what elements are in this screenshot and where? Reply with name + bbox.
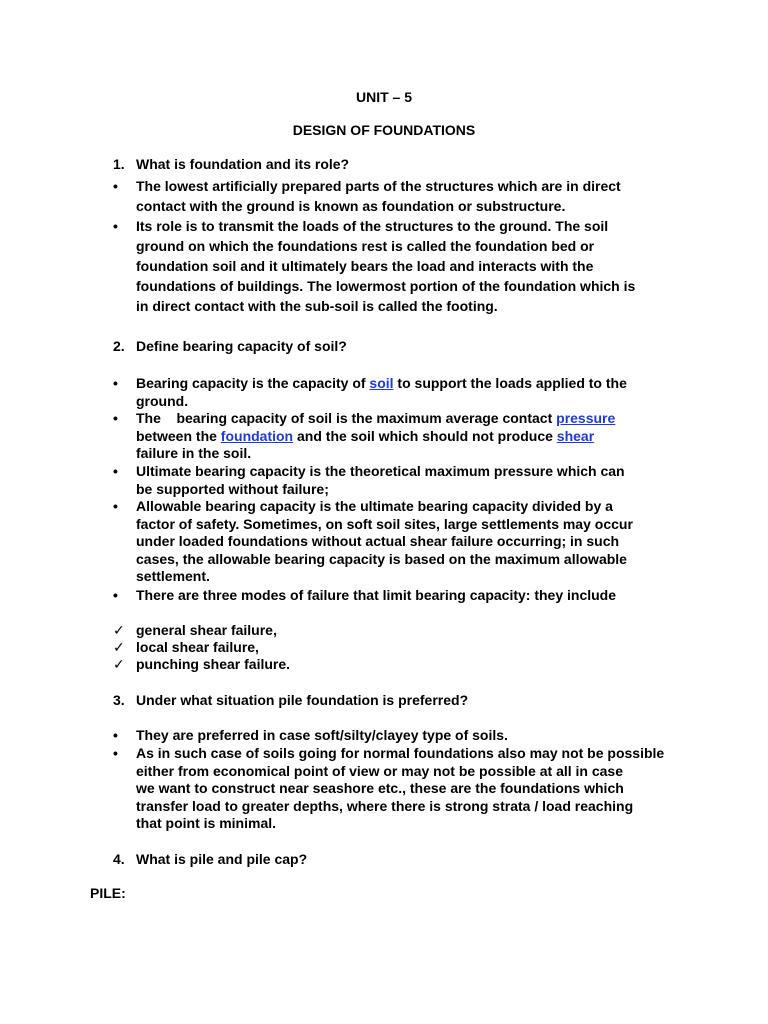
- q2-bullet-3: [113, 463, 673, 498]
- bullet-text: The bearing capacity of soil is the maximum average contact: [136, 410, 557, 426]
- check-item: punching shear failure.: [136, 656, 291, 672]
- q2-check-3: [113, 656, 673, 674]
- bullet-line: we want to construct near seashore etc., these are the foundations which: [136, 780, 624, 796]
- document-title: DESIGN OF FOUNDATIONS: [292, 122, 476, 138]
- question-4: [113, 850, 673, 868]
- bullet-line: Ultimate bearing capacity is the theoretical maximum pressure which can: [136, 463, 625, 479]
- question-text: Under what situation pile foundation is preferred?: [136, 692, 469, 708]
- bullet-line: There are three modes of failure that limit bearing capacity: they include: [136, 587, 617, 603]
- question-number: 1.: [113, 156, 125, 172]
- q2-bullet-4: [113, 498, 673, 586]
- bullet-icon: •: [113, 178, 118, 194]
- bullet-icon: •: [113, 587, 118, 603]
- bullet-line: The lowest artificially prepared parts of the structures which are in direct: [136, 178, 621, 194]
- question-number: 3.: [113, 692, 125, 708]
- question-text: What is foundation and its role?: [136, 156, 350, 172]
- check-item: general shear failure,: [136, 622, 277, 638]
- question-1: [113, 155, 673, 173]
- bullet-icon: •: [113, 727, 118, 743]
- soil-link[interactable]: soil: [369, 375, 394, 391]
- checkmark-icon: ✓: [113, 622, 125, 638]
- question-text: What is pile and pile cap?: [136, 851, 308, 867]
- bullet-line: They are preferred in case soft/silty/clayey type of soils.: [136, 727, 508, 743]
- question-number: 4.: [113, 851, 125, 867]
- bullet-line: transfer load to greater depths, where there is strong strata / load reaching: [136, 797, 634, 814]
- bullet-line: that point is minimal.: [136, 815, 277, 831]
- checkmark-icon: ✓: [113, 639, 125, 655]
- question-3: [113, 691, 673, 709]
- q2-bullet-5: [113, 587, 673, 605]
- q2-check-1: [113, 622, 673, 640]
- question-2: [113, 337, 673, 355]
- shear-link[interactable]: shear: [556, 427, 595, 444]
- foundation-link[interactable]: foundation: [220, 427, 294, 444]
- bullet-line: Its role is to transmit the loads of the structures to the ground. The soil: [136, 218, 609, 234]
- bullet-line: failure in the soil.: [136, 445, 252, 461]
- bullet-icon: •: [113, 745, 118, 761]
- bullet-line: under loaded foundations without actual shear failure occurring; in such: [136, 533, 620, 549]
- checkmark-icon: ✓: [113, 656, 125, 672]
- bullet-text: and the soil which should not produce: [293, 427, 557, 444]
- bullet-line: settlement.: [136, 568, 210, 584]
- pressure-link[interactable]: pressure: [556, 410, 616, 426]
- bullet-line: As in such case of soils going for normal foundations also may not be possible: [136, 745, 665, 761]
- check-item: local shear failure,: [136, 639, 259, 655]
- q2-bullet-1: [113, 375, 673, 410]
- q1-bullet-1: [113, 176, 673, 216]
- bullet-icon: •: [113, 375, 118, 391]
- bullet-line: in direct contact with the sub-soil is called the footing.: [136, 298, 498, 314]
- bullet-line: factor of safety. Sometimes, on soft soil sites, large settlements may occur: [136, 515, 633, 532]
- bullet-text: Bearing capacity is the capacity of: [136, 375, 370, 391]
- pile-heading: PILE:: [90, 885, 126, 901]
- bullet-icon: •: [113, 498, 118, 514]
- bullet-line: foundations of buildings. The lowermost portion of the foundation which is: [136, 278, 636, 294]
- q3-bullet-2: [113, 745, 673, 833]
- q3-bullet-1: [113, 727, 673, 745]
- bullet-text: to support the loads applied to the: [393, 375, 627, 391]
- q2-check-2: [113, 639, 673, 657]
- bullet-icon: •: [113, 463, 118, 479]
- bullet-line: cases, the allowable bearing capacity is based on the maximum allowable: [136, 550, 627, 567]
- bullet-line: be supported without failure;: [136, 480, 329, 497]
- unit-heading: UNIT – 5: [355, 89, 412, 105]
- question-text: Define bearing capacity of soil?: [136, 338, 347, 354]
- q1-bullet-2: [113, 216, 673, 316]
- question-number: 2.: [113, 338, 125, 354]
- bullet-icon: •: [113, 410, 118, 426]
- bullet-line: ground on which the foundations rest is called the foundation bed or: [136, 238, 595, 254]
- bullet-line: Allowable bearing capacity is the ultimate bearing capacity divided by a: [136, 498, 613, 514]
- bullet-line: foundation soil and it ultimately bears the load and interacts with the: [136, 258, 594, 274]
- q2-bullet-2: [113, 410, 673, 463]
- bullet-icon: •: [113, 218, 118, 234]
- bullet-line: either from economical point of view or may not be possible at all in case: [136, 762, 624, 779]
- bullet-text: between the: [136, 427, 221, 444]
- bullet-line: ground.: [136, 392, 189, 409]
- bullet-line: contact with the ground is known as foundation or substructure.: [136, 198, 566, 214]
